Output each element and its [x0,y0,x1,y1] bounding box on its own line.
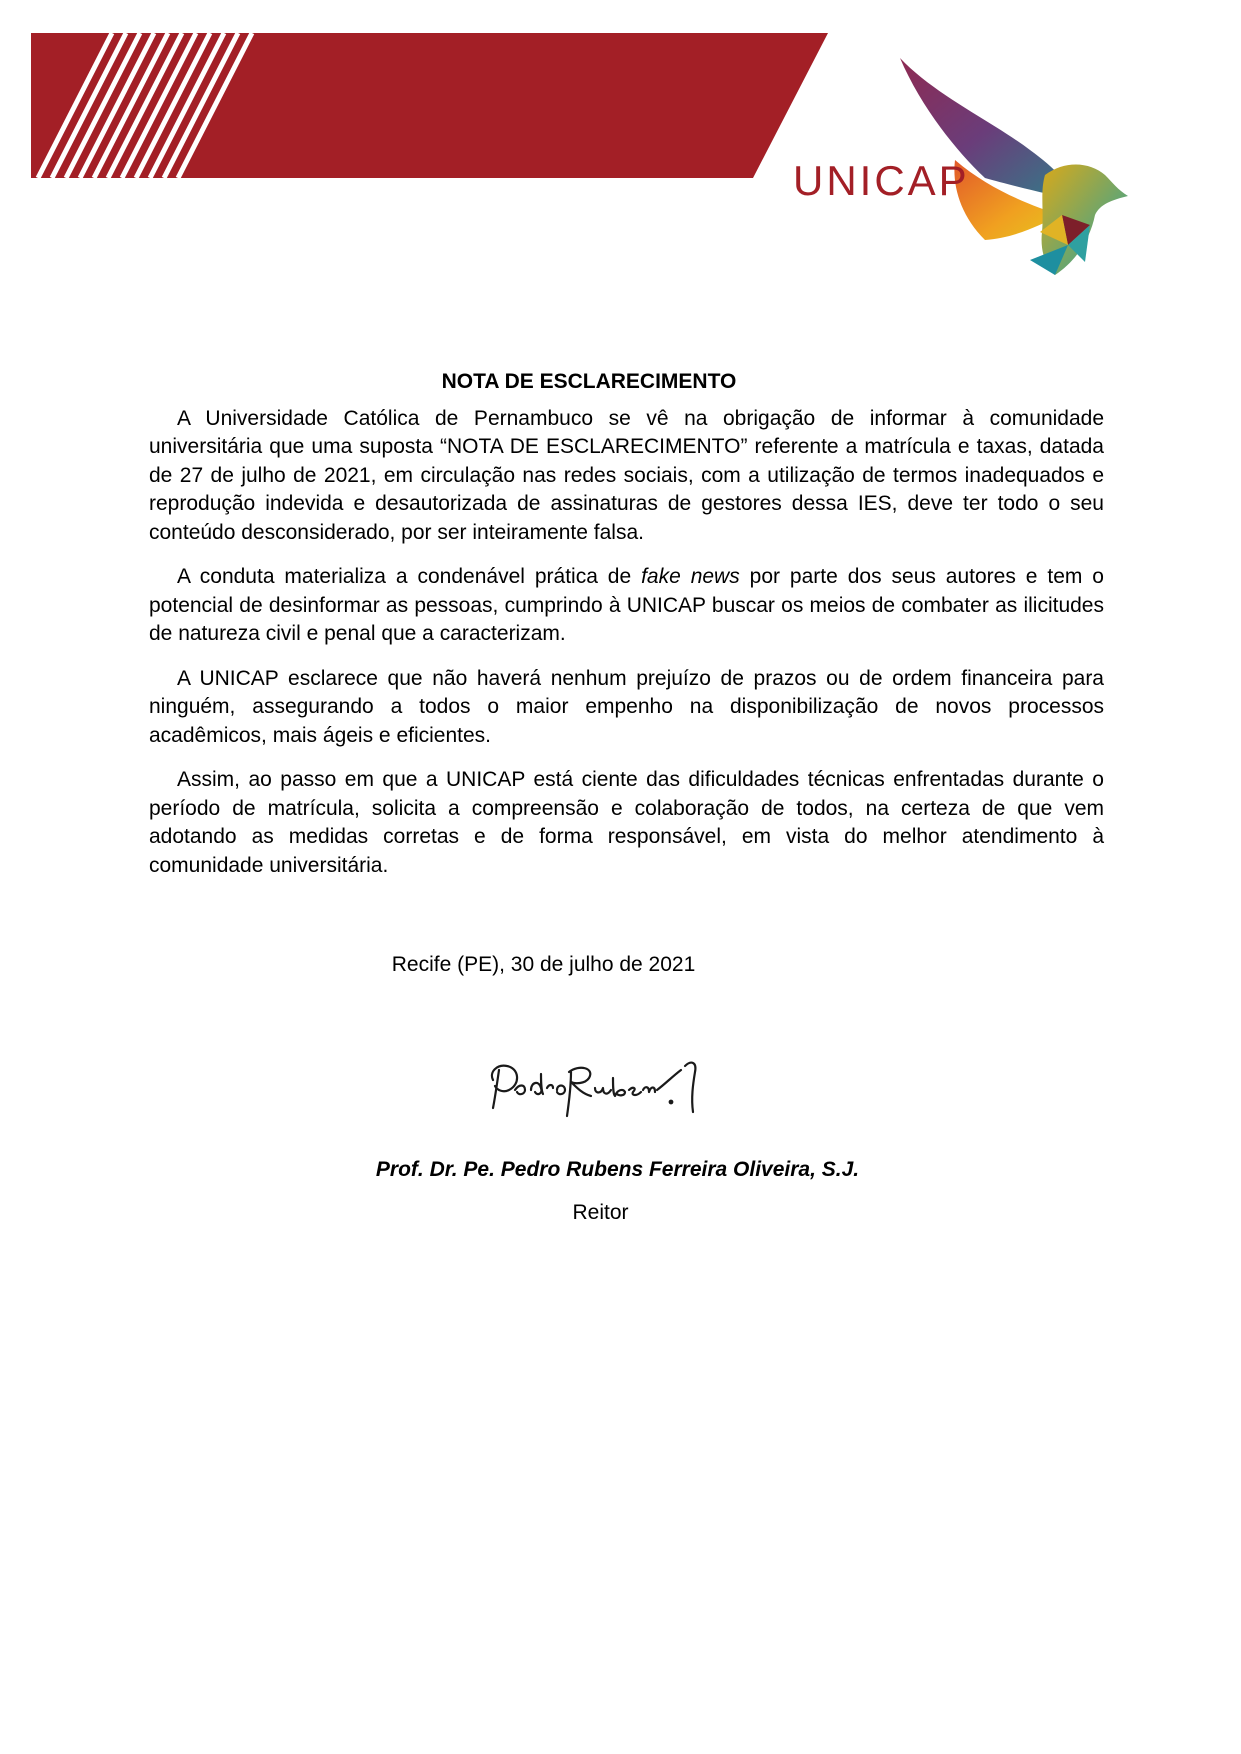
paragraph-3 [149,665,1104,751]
paragraph-2-text-end: por parte dos seus autores e tem o potencial de desinformar as pessoas, cumprindo à UNICAP buscar os meios de combater as ilicitudes de natureza civil e penal que a caracterizam. [149,565,1104,645]
paragraph-2-text-start: A conduta materializa a condenável prática de [177,565,642,588]
place-date-text: Recife (PE), 30 de julho de 2021 [391,953,696,976]
paragraph-4-text: Assim, ao passo em que a UNICAP está ciente das dificuldades técnicas enfrentadas durante o período de matrícula, solicita a compreensão e colaboração de todos, na certeza de que vem adotando as medidas corretas e de forma responsável, em vista do melhor atendimento à comunidade universitária. [149,768,1104,877]
signer-name-text: Prof. Dr. Pe. Pedro Rubens Ferreira Oliveira, S.J. [375,1158,860,1181]
signer-role-text: Reitor [572,1201,629,1224]
unicap-logo [0,0,1241,300]
brand-name: UNICAP [793,157,970,204]
document-title: NOTA DE ESCLARECIMENTO [441,370,737,393]
place-date [149,953,1104,977]
paragraph-2 [149,563,1104,649]
paragraph-4 [149,766,1104,880]
paragraph-1 [149,405,1104,548]
signer-role [149,1201,1104,1225]
paragraph-2-italic: fake news [641,565,740,588]
paragraph-3-text: A UNICAP esclarece que não haverá nenhum prejuízo de prazos ou de ordem financeira para ninguém, assegurando a todos o maior empenho na disponibilização de novos processos acadêmicos, mais ágeis e eficientes. [149,666,1104,747]
paragraph-1-text: A Universidade Católica de Pernambuco se vê na obrigação de informar à comunidade universitária que uma suposta “NOTA DE ESCLARECIMENTO” referente a matrícula e taxas, datada de 27 de julho de 2021, em circulação nas redes sociais, com a utilização de termos inadequados e reprodução indevida e desautorizada de assinaturas de gestores dessa IES, deve ter todo o seu conteúdo desconsiderado, por ser inteiramente falsa. [149,406,1104,544]
handwritten-signature [485,1050,735,1130]
document-body [149,368,1104,896]
dove-logo-icon [0,0,1241,300]
signer-name [149,1158,1104,1182]
